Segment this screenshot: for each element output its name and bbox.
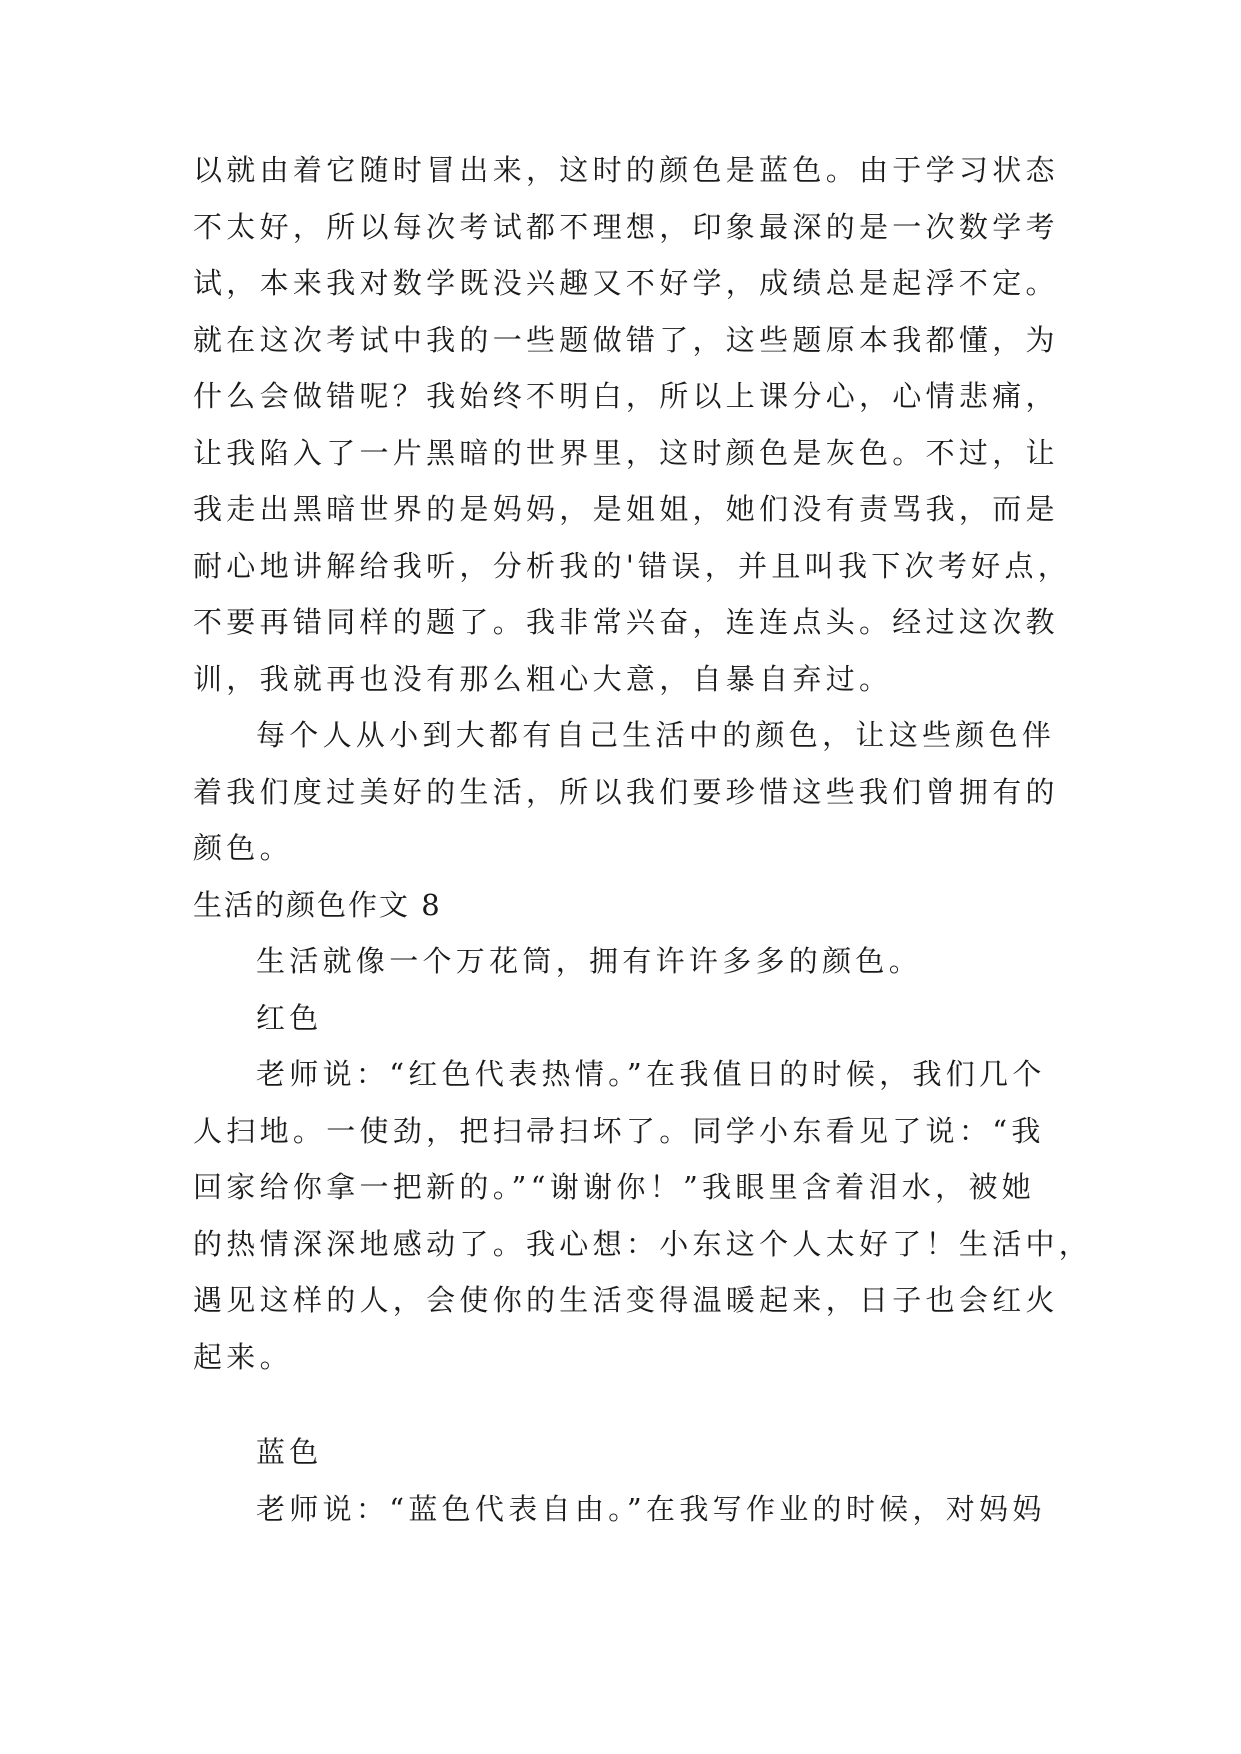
text-line: 人扫地。一使劲，把扫帚扫坏了。同学小东看见了说：“我 [193, 1114, 1045, 1148]
text-line: 回家给你拿一把新的。”“谢谢你！”我眼里含着泪水，被她 [193, 1170, 1036, 1204]
text-line: 着我们度过美好的生活，所以我们要珍惜这些我们曾拥有的 [193, 775, 1059, 809]
text-line: 不太好，所以每次考试都不理想，印象最深的是一次数学考 [193, 210, 1059, 244]
text-line: 起来。 [193, 1340, 293, 1374]
text-line: 让我陷入了一片黑暗的世界里，这时颜色是灰色。不过，让 [193, 436, 1059, 470]
paragraph-first-line: 生活就像一个万花筒，拥有许许多多的颜色。 [256, 944, 923, 978]
paragraph-first-line: 老师说：“红色代表热情。”在我值日的时候，我们几个 [256, 1057, 1046, 1091]
text-line: 的热情深深地感动了。我心想：小东这个人太好了！生活中， [193, 1227, 1093, 1261]
text-line: 遇见这样的人，会使你的生活变得温暖起来，日子也会红火 [193, 1283, 1059, 1317]
text-line: 颜色。 [193, 831, 293, 865]
text-line: 不要再错同样的题了。我非常兴奋，连连点头。经过这次教 [193, 605, 1059, 639]
text-line: 试，本来我对数学既没兴趣又不好学，成绩总是起浮不定。 [193, 266, 1059, 300]
subheading-red: 红色 [256, 1001, 323, 1035]
text-line: 训，我就再也没有那么粗心大意，自暴自弃过。 [193, 662, 893, 696]
text-line: 什么会做错呢？我始终不明白，所以上课分心，心情悲痛， [193, 379, 1059, 413]
text-line: 我走出黑暗世界的是妈妈，是姐姐，她们没有责骂我，而是 [193, 492, 1059, 526]
section-heading: 生活的颜色作文 8 [193, 888, 442, 922]
text-line: 就在这次考试中我的一些题做错了，这些题原本我都懂，为 [193, 323, 1059, 357]
subheading-blue: 蓝色 [256, 1435, 323, 1469]
text-line: 以就由着它随时冒出来，这时的颜色是蓝色。由于学习状态 [193, 153, 1059, 187]
paragraph-first-line: 每个人从小到大都有自己生活中的颜色，让这些颜色伴 [256, 718, 1056, 752]
paragraph-first-line: 老师说：“蓝色代表自由。”在我写作业的时候，对妈妈 [256, 1492, 1046, 1526]
text-line: 耐心地讲解给我听，分析我的'错误，并且叫我下次考好点， [193, 549, 1072, 583]
